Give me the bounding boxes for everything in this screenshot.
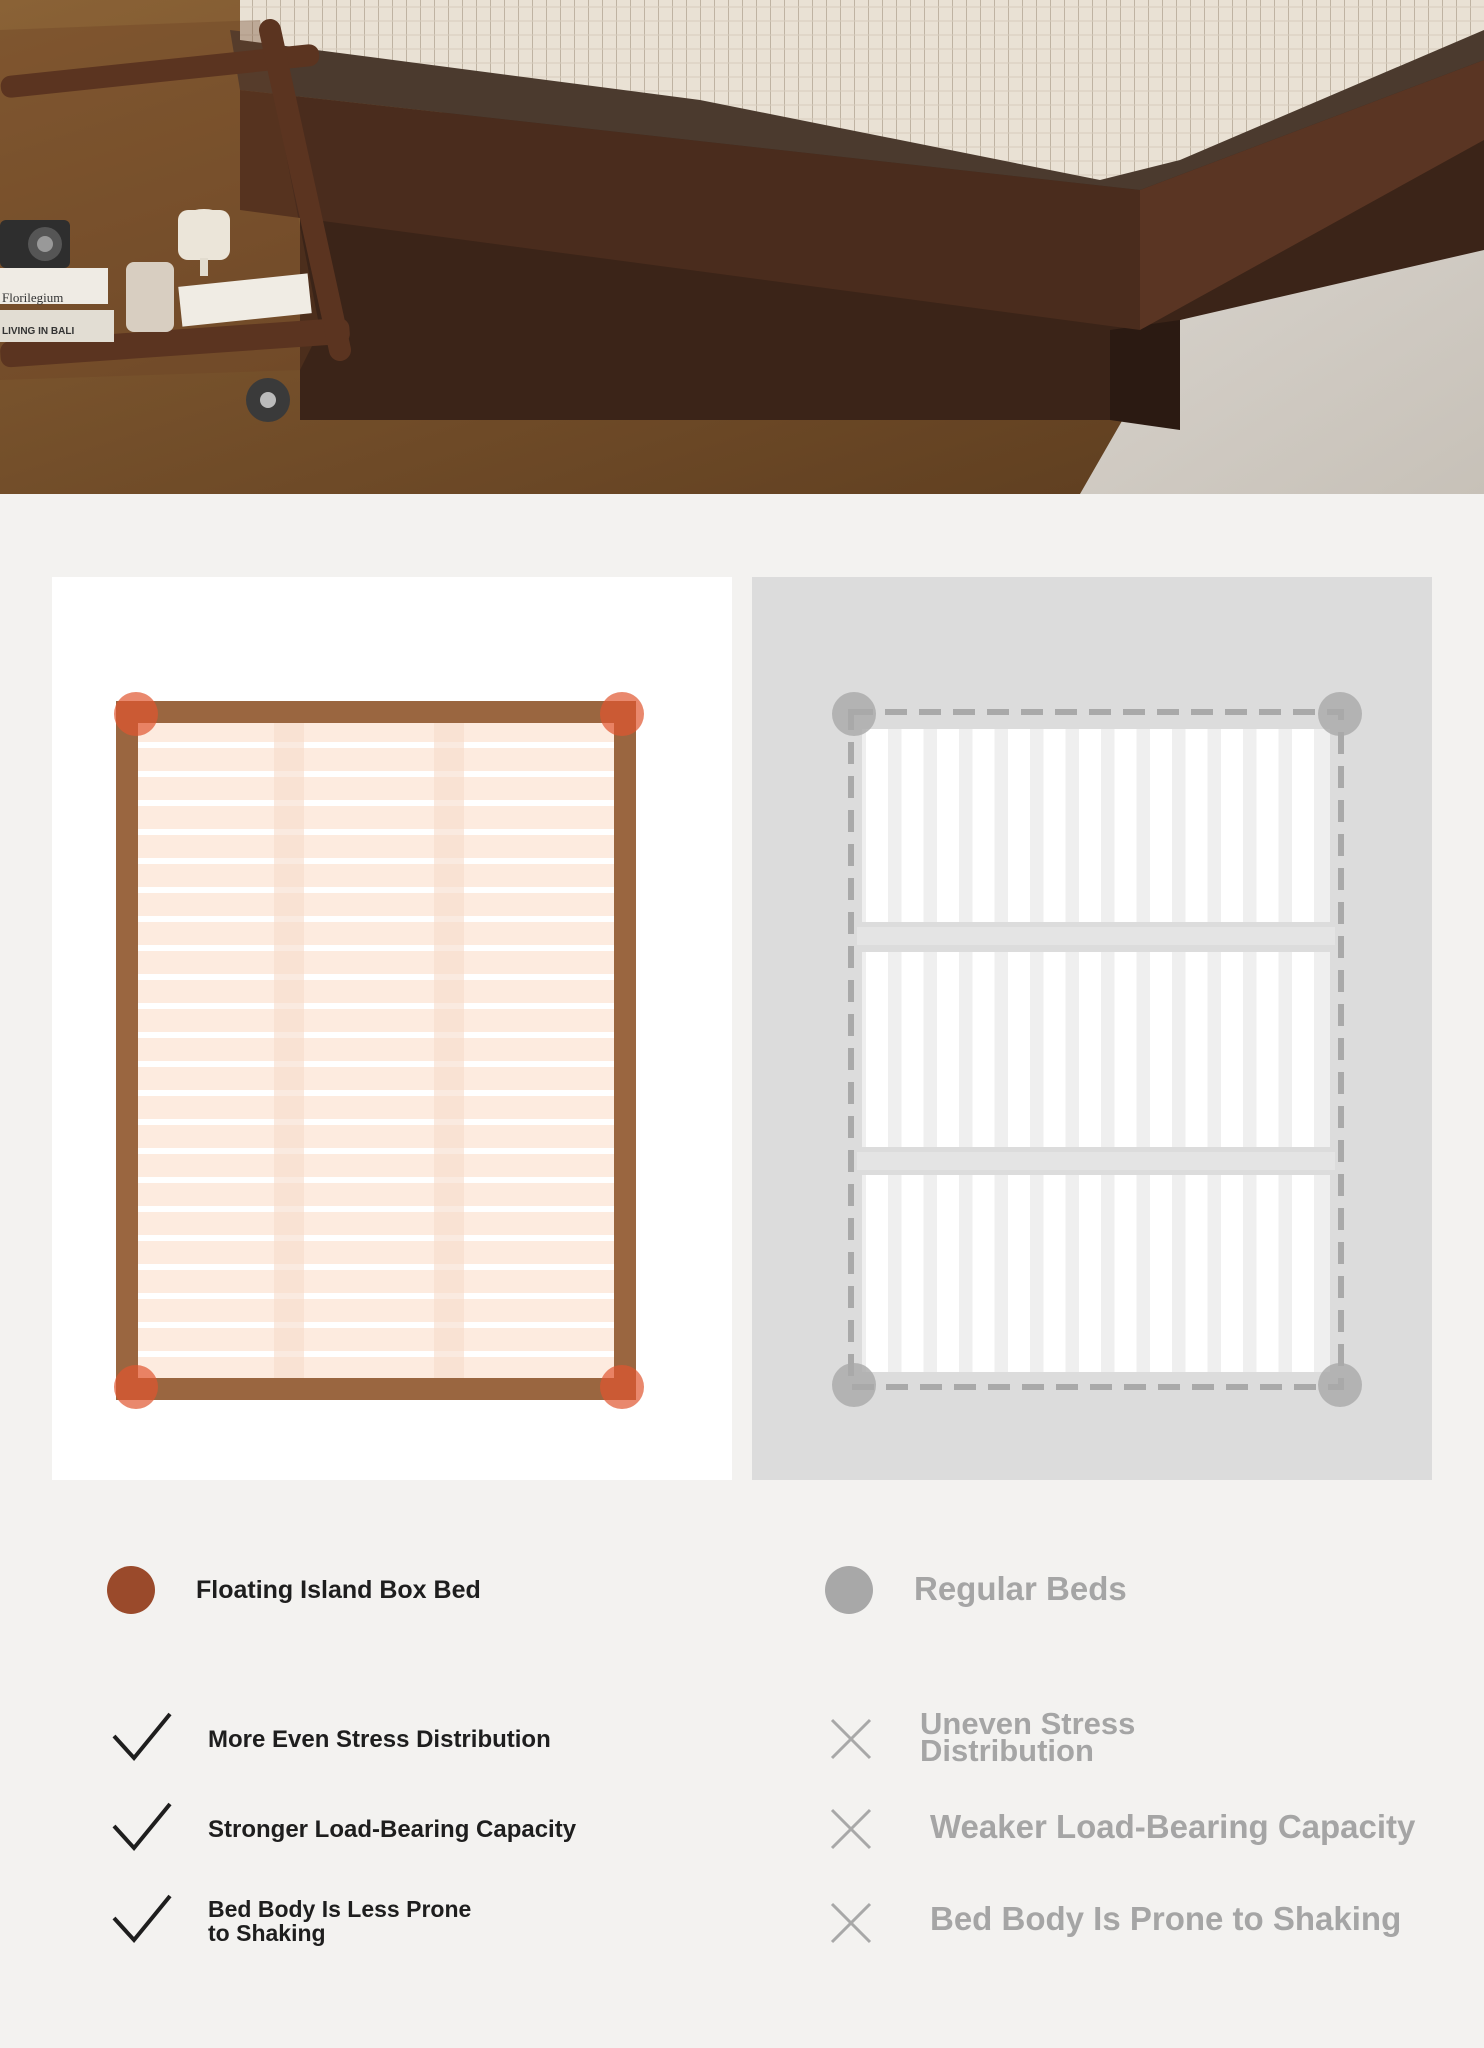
- regular-bed-diagram-panel: [752, 577, 1432, 1480]
- floating-bed-diagram-panel: [52, 577, 732, 1480]
- slat: [1115, 952, 1137, 1147]
- corner-support-top-right: [1318, 692, 1362, 736]
- corner-support-bottom-left: [114, 1365, 158, 1409]
- slat: [937, 729, 959, 922]
- slat-gap: [138, 1119, 614, 1125]
- slat: [866, 729, 888, 922]
- slat: [1292, 952, 1314, 1147]
- slat: [1079, 1175, 1101, 1372]
- support-beam: [274, 723, 304, 1378]
- slat: [1150, 1175, 1172, 1372]
- slat: [1221, 952, 1243, 1147]
- feature-left-3: Bed Body Is Less Prone to Shaking: [208, 1896, 472, 1947]
- slat-gap: [138, 974, 614, 980]
- corner-support-top-left: [832, 692, 876, 736]
- slat-area: [138, 723, 614, 1378]
- slat-gap: [138, 771, 614, 777]
- bedroom-illustration: [0, 0, 1484, 494]
- slat: [1292, 1175, 1314, 1372]
- slat: [1292, 729, 1314, 922]
- feature-left-1: More Even Stress Distribution: [208, 1726, 551, 1753]
- slat: [902, 729, 924, 922]
- feature-right-1: Uneven Stress Distribution: [920, 1706, 1136, 1769]
- cross-icon: [828, 1900, 874, 1946]
- slat: [1150, 952, 1172, 1147]
- slat: [1044, 1175, 1066, 1372]
- slat-gap: [138, 1235, 614, 1241]
- slat: [1186, 1175, 1208, 1372]
- slat: [1115, 729, 1137, 922]
- slat: [866, 952, 888, 1147]
- legend-label-floating-bed: Floating Island Box Bed: [196, 1576, 481, 1604]
- slat-gap: [138, 800, 614, 806]
- corner-support-bottom-right: [1318, 1363, 1362, 1407]
- slat: [973, 729, 995, 922]
- slat-gap: [138, 1148, 614, 1154]
- slat-gap: [138, 1061, 614, 1067]
- slat: [1044, 729, 1066, 922]
- slat: [1257, 729, 1279, 922]
- slat-gap: [138, 1264, 614, 1270]
- legend-label-regular-bed: Regular Beds: [914, 1570, 1127, 1607]
- slat-grid: [138, 723, 614, 1378]
- slat-gap: [138, 1322, 614, 1328]
- floating-bed-diagram: [52, 577, 732, 1480]
- slat-gap: [138, 945, 614, 951]
- slat: [937, 1175, 959, 1372]
- slat: [1257, 1175, 1279, 1372]
- cross-icon: [828, 1806, 874, 1852]
- book-label-top: Florilegium: [2, 290, 64, 305]
- slat-gap: [138, 742, 614, 748]
- slat-gap: [138, 1032, 614, 1038]
- slat: [902, 1175, 924, 1372]
- regular-bed-diagram: [752, 577, 1432, 1480]
- slat: [937, 952, 959, 1147]
- cross-beam: [857, 1152, 1335, 1170]
- slat: [1186, 729, 1208, 922]
- slat: [902, 952, 924, 1147]
- slat-gap: [138, 1293, 614, 1299]
- legend-dot-floating-bed: [107, 1566, 155, 1614]
- slat: [1221, 729, 1243, 922]
- slat-gap: [138, 858, 614, 864]
- slat: [1079, 729, 1101, 922]
- slat: [973, 952, 995, 1147]
- check-icon: [110, 1710, 174, 1764]
- corner-support-bottom-right: [600, 1365, 644, 1409]
- slat-gap: [138, 1177, 614, 1183]
- slat: [1257, 952, 1279, 1147]
- slat-gap: [138, 829, 614, 835]
- check-icon: [110, 1800, 174, 1854]
- slat: [1044, 952, 1066, 1147]
- corner-support-top-right: [600, 692, 644, 736]
- slat-gap: [138, 1351, 614, 1357]
- slat: [1008, 729, 1030, 922]
- slat: [1115, 1175, 1137, 1372]
- cross-beam: [857, 927, 1335, 945]
- check-icon: [110, 1892, 174, 1946]
- feature-right-3: Bed Body Is Prone to Shaking: [930, 1900, 1402, 1937]
- slat-gap: [138, 1206, 614, 1212]
- slat: [1150, 729, 1172, 922]
- hero-photo: [0, 0, 1484, 494]
- slat-gap: [138, 1003, 614, 1009]
- slat-grid: [857, 729, 1335, 1372]
- cross-icon: [828, 1716, 874, 1762]
- legend-dot-regular-bed: [825, 1566, 873, 1614]
- support-beam: [434, 723, 464, 1378]
- slat: [1221, 1175, 1243, 1372]
- slat-gap: [138, 1090, 614, 1096]
- slat-gap: [138, 887, 614, 893]
- slat: [1008, 952, 1030, 1147]
- corner-support-bottom-left: [832, 1363, 876, 1407]
- slat: [1079, 952, 1101, 1147]
- slat: [866, 1175, 888, 1372]
- slat: [1186, 952, 1208, 1147]
- book-label-bottom: LIVING IN BALI: [2, 326, 75, 337]
- slat: [1008, 1175, 1030, 1372]
- corner-support-top-left: [114, 692, 158, 736]
- slat-gap: [138, 916, 614, 922]
- feature-right-2: Weaker Load-Bearing Capacity: [930, 1808, 1416, 1845]
- feature-left-2: Stronger Load-Bearing Capacity: [208, 1816, 577, 1843]
- slat: [973, 1175, 995, 1372]
